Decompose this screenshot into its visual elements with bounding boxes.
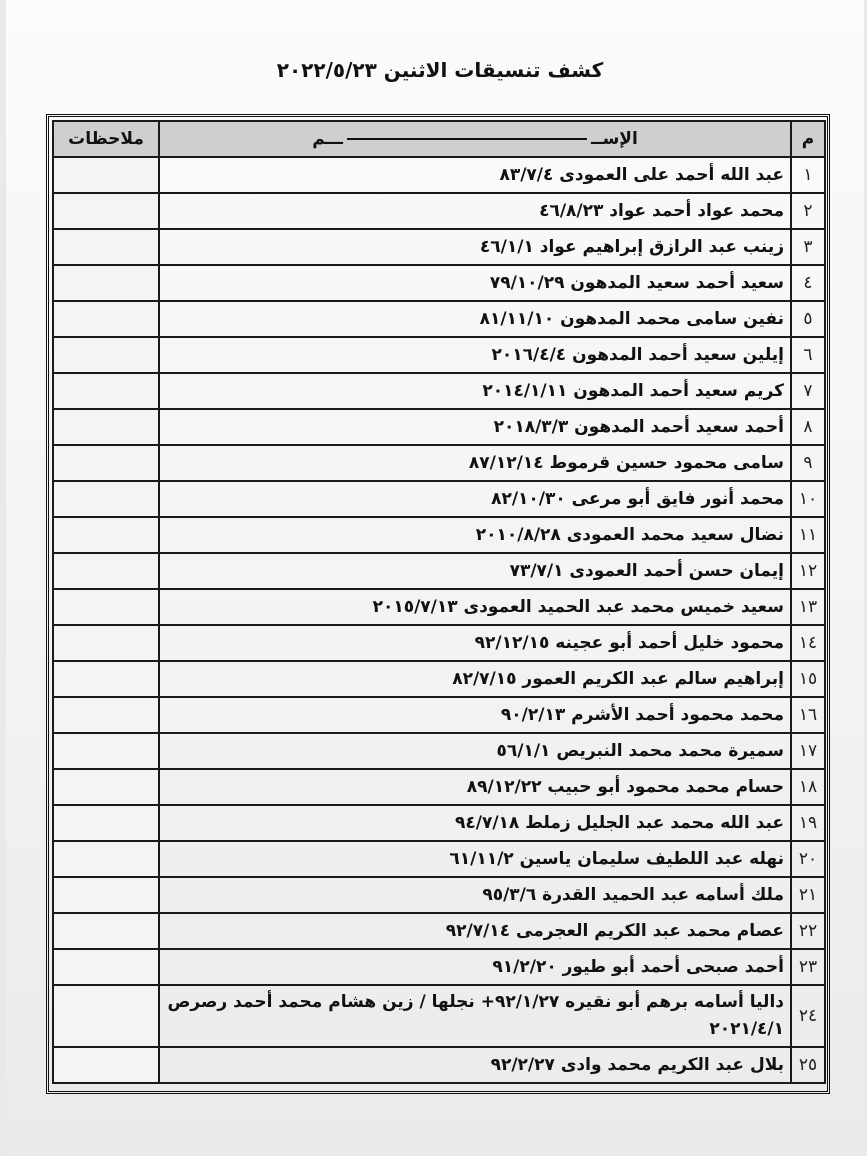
row-name: عصام محمد عبد الكريم العجرمى ٩٢/٧/١٤ [159, 913, 791, 949]
table-row [53, 481, 825, 517]
table-row [53, 913, 825, 949]
row-notes [53, 589, 159, 625]
table-row [53, 625, 825, 661]
header-notes: ملاحظات [53, 121, 159, 157]
row-number: ٢٠ [791, 841, 825, 877]
row-name: سعيد خميس محمد عبد الحميد العمودى ٢٠١٥/٧/١٣ [159, 589, 791, 625]
row-number: ٩ [791, 445, 825, 481]
row-number: ١٦ [791, 697, 825, 733]
row-notes [53, 229, 159, 265]
row-number: ٢٢ [791, 913, 825, 949]
row-name: حسام محمد محمود أبو حبيب ٨٩/١٢/٢٢ [159, 769, 791, 805]
table-row [53, 877, 825, 913]
table-row [53, 733, 825, 769]
row-name: إيلين سعيد أحمد المدهون ٢٠١٦/٤/٤ [159, 337, 791, 373]
table-row [53, 589, 825, 625]
table-row [53, 553, 825, 589]
row-notes [53, 625, 159, 661]
row-name: إبراهيم سالم عبد الكريم العمور ٨٢/٧/١٥ [159, 661, 791, 697]
row-name: كريم سعيد أحمد المدهون ٢٠١٤/١/١١ [159, 373, 791, 409]
row-number: ١٤ [791, 625, 825, 661]
row-number: ٢ [791, 193, 825, 229]
table-row [53, 157, 825, 193]
row-number: ١٨ [791, 769, 825, 805]
row-number: ٣ [791, 229, 825, 265]
row-notes [53, 697, 159, 733]
row-number: ٥ [791, 301, 825, 337]
row-name: عبد الله أحمد على العمودى ٨٣/٧/٤ [159, 157, 791, 193]
table-row [53, 985, 825, 1047]
table-row [53, 193, 825, 229]
row-name: نفين سامى محمد المدهون ٨١/١١/١٠ [159, 301, 791, 337]
row-notes [53, 553, 159, 589]
row-notes [53, 1047, 159, 1083]
row-notes [53, 985, 159, 1047]
row-notes [53, 265, 159, 301]
table-row [53, 949, 825, 985]
table-row [53, 1047, 825, 1083]
row-name: ملك أسامه عبد الحميد القدرة ٩٥/٣/٦ [159, 877, 791, 913]
table-row [53, 661, 825, 697]
row-notes [53, 445, 159, 481]
row-notes [53, 481, 159, 517]
row-name: أحمد صبحى أحمد أبو طيور ٩١/٢/٢٠ [159, 949, 791, 985]
row-number: ١٩ [791, 805, 825, 841]
row-number: ٤ [791, 265, 825, 301]
row-number: ١ [791, 157, 825, 193]
row-name: سعيد أحمد سعيد المدهون ٧٩/١٠/٢٩ [159, 265, 791, 301]
row-number: ١٠ [791, 481, 825, 517]
row-notes [53, 157, 159, 193]
row-notes [53, 337, 159, 373]
row-name: محمد عواد أحمد عواد ٤٦/٨/٢٣ [159, 193, 791, 229]
table-row [53, 337, 825, 373]
page-title: كشف تنسيقات الاثنين ٢٠٢٢/٥/٢٣ [276, 58, 604, 82]
header-number: م [791, 121, 825, 157]
row-number: ١١ [791, 517, 825, 553]
row-notes [53, 373, 159, 409]
table-row [53, 805, 825, 841]
row-number: ٢١ [791, 877, 825, 913]
table-row [53, 517, 825, 553]
row-number: ١٥ [791, 661, 825, 697]
table-header-row [53, 121, 825, 157]
row-number: ١٧ [791, 733, 825, 769]
table-row [53, 697, 825, 733]
row-name: أحمد سعيد أحمد المدهون ٢٠١٨/٣/٣ [159, 409, 791, 445]
table-row [53, 229, 825, 265]
row-number: ١٣ [791, 589, 825, 625]
row-notes [53, 877, 159, 913]
row-name: سامى محمود حسين قرموط ٨٧/١٢/١٤ [159, 445, 791, 481]
table-row [53, 265, 825, 301]
row-notes [53, 913, 159, 949]
row-name: زينب عبد الرازق إبراهيم عواد ٤٦/١/١ [159, 229, 791, 265]
row-notes [53, 805, 159, 841]
table-row [53, 373, 825, 409]
row-notes [53, 661, 159, 697]
row-number: ٦ [791, 337, 825, 373]
row-name: داليا أسامه برهم أبو نقيره ٩٢/١/٢٧+ نجلها / زين هشام محمد أحمد رصرص ٢٠٢١/٤/١ [159, 985, 791, 1047]
row-notes [53, 517, 159, 553]
row-number: ٢٥ [791, 1047, 825, 1083]
row-name: بلال عبد الكريم محمد وادى ٩٢/٢/٢٧ [159, 1047, 791, 1083]
header-name [159, 121, 791, 157]
row-number: ٢٣ [791, 949, 825, 985]
table-body [53, 157, 825, 1083]
row-name: نهله عبد اللطيف سليمان ياسين ٦١/١١/٢ [159, 841, 791, 877]
row-number: ١٢ [791, 553, 825, 589]
row-notes [53, 769, 159, 805]
row-name: سميرة محمد محمد النبريص ٥٦/١/١ [159, 733, 791, 769]
row-number: ٢٤ [791, 985, 825, 1047]
row-number: ٨ [791, 409, 825, 445]
row-notes [53, 841, 159, 877]
table-row [53, 409, 825, 445]
header-name-stretch [347, 138, 587, 140]
table-row [53, 769, 825, 805]
table-row [53, 445, 825, 481]
row-notes [53, 949, 159, 985]
row-notes [53, 409, 159, 445]
row-name: عبد الله محمد عبد الجليل زملط ٩٤/٧/١٨ [159, 805, 791, 841]
row-notes [53, 193, 159, 229]
row-name: إيمان حسن أحمد العمودى ٧٣/٧/١ [159, 553, 791, 589]
row-name: محمود خليل أحمد أبو عجينه ٩٢/١٢/١٥ [159, 625, 791, 661]
table-row [53, 301, 825, 337]
header-name-end: ـــم [312, 129, 343, 149]
row-number: ٧ [791, 373, 825, 409]
row-notes [53, 733, 159, 769]
table-row [53, 841, 825, 877]
row-name: محمد محمود أحمد الأشرم ٩٠/٢/١٣ [159, 697, 791, 733]
roster-table [52, 120, 826, 1084]
row-notes [53, 301, 159, 337]
row-name: نضال سعيد محمد العمودى ٢٠١٠/٨/٢٨ [159, 517, 791, 553]
row-name: محمد أنور فايق أبو مرعى ٨٢/١٠/٣٠ [159, 481, 791, 517]
header-name-start: الإســ [590, 129, 638, 149]
